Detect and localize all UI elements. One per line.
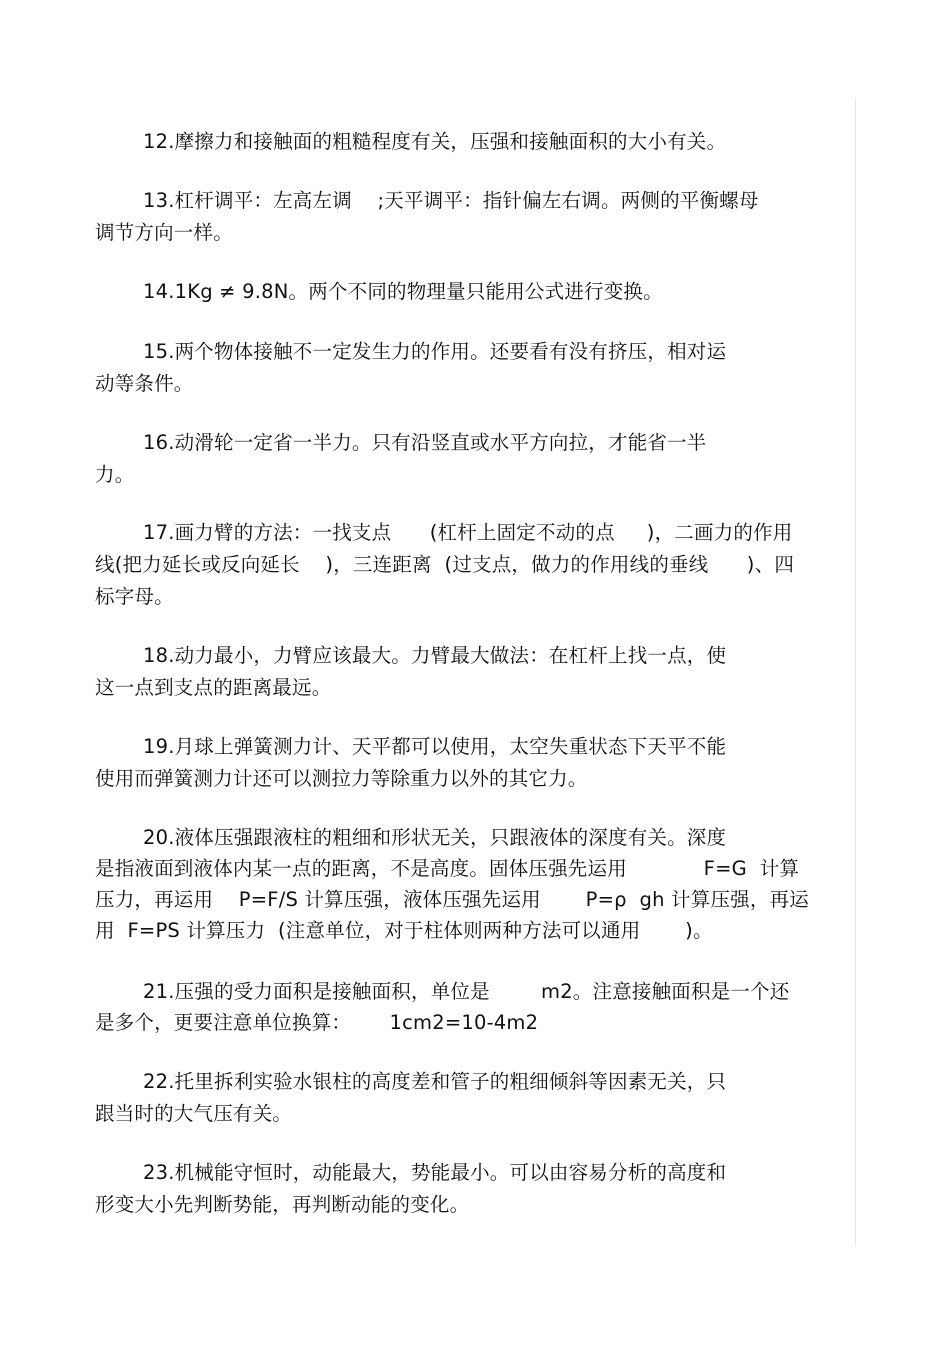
item-15-line-1: 15.两个物体接触不一定发生力的作用。还要看有没有挤压，相对运: [143, 340, 727, 363]
item-21-line-1: 21.压强的受力面积是接触面积，单位是 m2。注意接触面积是一个还: [143, 980, 790, 1003]
item-15-line-2: 动等条件。: [95, 372, 194, 395]
page-right-edge: [855, 98, 856, 1246]
item-21-line-2: 是多个，更要注意单位换算： 1cm2=10-4m2: [95, 1011, 539, 1034]
item-13-line-2: 调节方向一样。: [95, 221, 233, 244]
item-23-line-1: 23.机械能守恒时，动能最大，势能最小。可以由容易分析的高度和: [143, 1161, 727, 1184]
item-19-line-1: 19.月球上弹簧测力计、天平都可以使用，太空失重状态下天平不能: [143, 735, 727, 758]
item-20-line-1: 20.液体压强跟液柱的粗细和形状无关，只跟液体的深度有关。深度: [143, 826, 727, 849]
item-17-line-2: 线(把力延长或反向延长 )，三连距离 (过支点，做力的作用线的垂线 )、四: [95, 553, 795, 576]
item-23-line-2: 形变大小先判断势能，再判断动能的变化。: [95, 1193, 470, 1216]
item-22-line-1: 22.托里拆利实验水银柱的高度差和管子的粗细倾斜等因素无关，只: [143, 1070, 727, 1093]
item-14-line-1: 14.1Kg ≠ 9.8N。两个不同的物理量只能用公式进行变换。: [143, 280, 663, 303]
item-16-line-2: 力。: [95, 463, 135, 486]
item-19-line-2: 使用而弹簧测力计还可以测拉力等除重力以外的其它力。: [95, 767, 588, 790]
item-20-line-3: 压力，再运用 P=F/S 计算压强，液体压强先运用 P=ρ gh 计算压强，再运: [95, 888, 809, 911]
item-22-line-2: 跟当时的大气压有关。: [95, 1102, 293, 1125]
item-20-line-2: 是指液面到液体内某一点的距离，不是高度。固体压强先运用 F=G 计算: [95, 857, 800, 880]
item-16-line-1: 16.动滑轮一定省一半力。只有沿竖直或水平方向拉，才能省一半: [143, 431, 707, 454]
item-18-line-2: 这一点到支点的距离最远。: [95, 676, 332, 699]
item-17-line-3: 标字母。: [95, 585, 174, 608]
item-12-line-1: 12.摩擦力和接触面的粗糙程度有关，压强和接触面积的大小有关。: [143, 130, 727, 153]
item-20-line-4: 用 F=PS 计算压力 (注意单位，对于柱体则两种方法可以通用 )。: [95, 919, 713, 942]
item-17-line-1: 17.画力臂的方法：一找支点 (杠杆上固定不动的点 )，二画力的作用: [143, 521, 793, 544]
item-18-line-1: 18.动力最小，力臂应该最大。力臂最大做法：在杠杆上找一点，使: [143, 644, 727, 667]
item-13-line-1: 13.杠杆调平：左高左调 ;天平调平：指针偏左右调。两侧的平衡螺母: [143, 189, 759, 212]
